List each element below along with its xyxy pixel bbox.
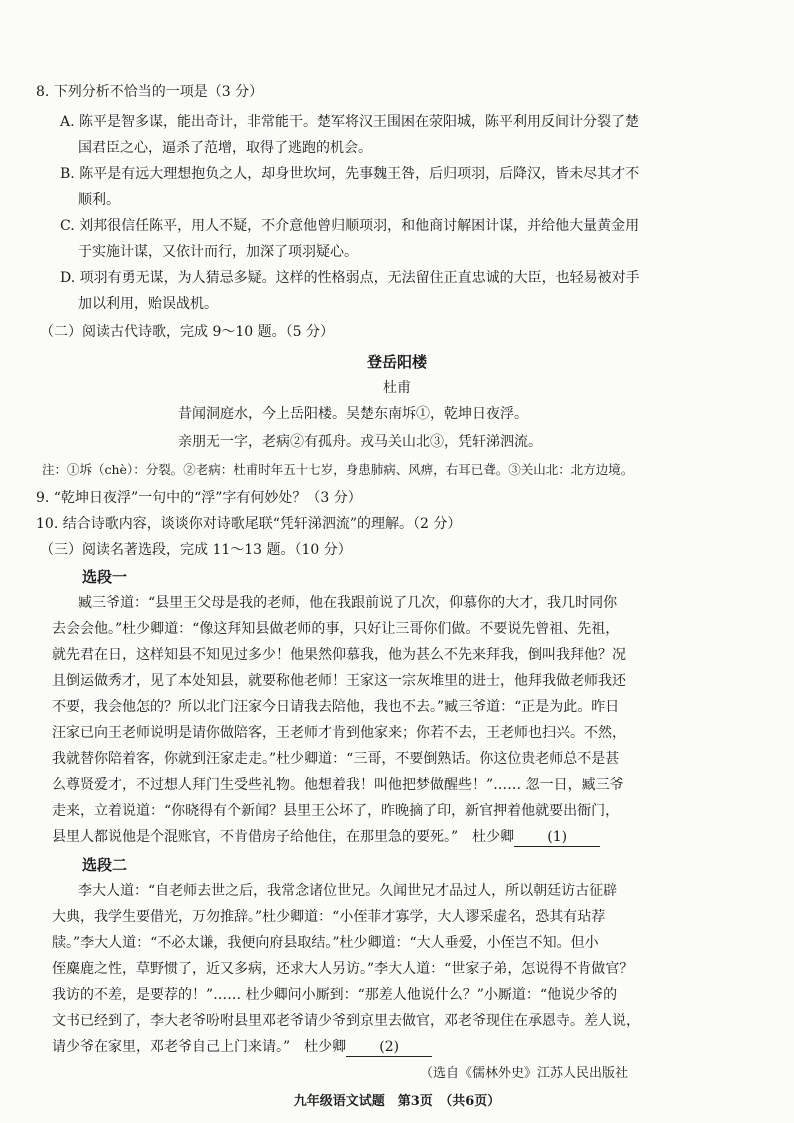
- excerpt-1-line: 去会会他。”杜少卿道：“像这拜知县做老师的事，只好让三哥你们做。不要说先曾祖、先祖，: [52, 621, 620, 637]
- excerpt-2-line: 牍。”李大人道：“不必太谦，我便向府县取结。”杜少卿道：“大人垂爱，小侄岂不知。但小: [52, 935, 599, 951]
- excerpt-2-last-line: [52, 1035, 432, 1059]
- excerpt-1-line: 就先君在日，这样知县不知见过多少！他果然仰慕我，他为甚么不先来拜我，倒叫我拜他？况: [52, 647, 626, 663]
- poem-title: 登岳阳楼: [366, 353, 427, 371]
- excerpt-1-line: 不要，我会他怎的？所以北门汪家今日请我去陪他，我也不去。”臧三爷道：“正是为此。昨日: [52, 699, 620, 715]
- q8-option-a-line1: A. 陈平是智多谋，能出奇计，非常能干。楚军将汉王围困在荥阳城，陈平利用反间计分裂了楚: [60, 114, 640, 130]
- section-2-heading: （二）阅读古代诗歌，完成 9～10 题。（5 分）: [40, 324, 334, 340]
- excerpt-1-line: 汪家已向王老师说明是请你做陪客，王老师才肯到他家来；你若不去，王老师也扫兴。不然，: [52, 725, 626, 741]
- q8-option-d-line1: D. 项羽有勇无谋，为人猜忌多疑。这样的性格弱点，无法留住正直忠诚的大臣，也轻易被对手: [60, 270, 640, 286]
- section-3-heading: （三）阅读名著选段，完成 11～13 题。（10 分）: [40, 542, 352, 558]
- excerpt-2-line: 侄麋鹿之性，草野惯了，近又多病，还求大人另访。”李大人道：“世家子弟，怎说得不肯做官？: [52, 961, 634, 977]
- q8-option-c-line2: 于实施计谋，又依计而行，加深了项羽疑心。: [78, 244, 358, 260]
- excerpt-2-last-text: 请少爷在家里，邓老爷自己上门来请。” 杜少卿: [52, 1039, 347, 1055]
- answer-blank-1[interactable]: (1): [514, 828, 600, 847]
- q8-option-d-line2: 加以利用，贻误战机。: [78, 296, 218, 312]
- excerpt-1-line: 我就替你陪着客，你就到汪家走走。”杜少卿道：“三哥，不要倒熟话。你这位贵老师总不是甚: [52, 751, 620, 767]
- q8-option-c-line1: C. 刘邦很信任陈平，用人不疑，不介意他曾归顺项羽，和他商讨解困计谋，并给他大量黄金用: [60, 218, 640, 234]
- excerpt-2-line: 文书已经到了，李大老爷吩咐县里邓老爷请少爷到京里去做官，邓老爷现住在承恩寺。差人说，: [52, 1013, 640, 1029]
- question-10: 10. 结合诗歌内容，谈谈你对诗歌尾联“凭轩涕泗流”的理解。（2 分）: [36, 516, 462, 532]
- excerpt-1-line: 臧三爷道：“县里王父母是我的老师，他在我跟前说了几次，仰慕你的大才，我几时同你: [78, 595, 618, 611]
- excerpt-2-line: 我访的不差，是要荐的！”…… 杜少卿问小厮到：“那差人他说什么？”小厮道：“他说少爷的: [52, 987, 618, 1003]
- excerpt-1-line: 走来，立着说道：“你晓得有个新闻？县里王公坏了，昨晚摘了印，新官押着他就要出衙门，: [52, 803, 620, 819]
- poem-line-2: 亲朋无一字，老病②有孤舟。戎马关山北③，凭轩涕泗流。: [178, 434, 542, 450]
- question-9: 9. “乾坤日夜浮”一句中的“浮”字有何妙处？（3 分）: [36, 490, 362, 506]
- answer-blank-2[interactable]: (2): [346, 1038, 432, 1057]
- excerpt-2-line: 大典，我学生要借光，万勿推辞。”杜少卿道：“小侄菲才寡学，大人谬采虚名，恐其有玷荐: [52, 909, 606, 925]
- question-8-stem: 8. 下列分析不恰当的一项是（3 分）: [36, 84, 264, 100]
- q8-option-a-line2: 国君臣之心，逼杀了范增，取得了逃跑的机会。: [78, 140, 372, 156]
- poem-note: 注：①坼（chè）：分裂。②老病：杜甫时年五十七岁，身患肺病、风痹，右耳已聋。③关山北：北方边境。: [42, 462, 634, 477]
- source-citation: （选自《儒林外史》江苏人民出版社: [420, 1066, 629, 1081]
- excerpt-1-last-line: [52, 825, 600, 849]
- q8-option-b-line2: 顺利。: [78, 192, 120, 208]
- excerpt-2-line: 李大人道：“自老师去世之后，我常念诸位世兄。久闻世兄才品过人，所以朝廷访古征辟: [78, 883, 618, 899]
- excerpt-2-label: 选段二: [82, 856, 128, 874]
- excerpt-1-line: 且倒运做秀才，见了本处知县，就要称他老师！王家这一宗灰堆里的进士，他拜我做老师我还: [52, 673, 626, 689]
- page-footer: 九年级语文试题 第3页 （共6页）: [293, 1094, 501, 1109]
- q8-option-b-line1: B. 陈平是有远大理想抱负之人，却身世坎坷，先事魏王咎，后归项羽，后降汉，皆未尽其才不: [60, 166, 640, 182]
- excerpt-1-last-text: 县里人都说他是个混账官，不肯借房子给他住，在那里急的要死。” 杜少卿: [52, 829, 515, 845]
- excerpt-1-line: 么尊贤爱才，不过想人拜门生受些礼物。他想着我！叫他把梦做醒些！”…… 忽一日，臧三爷: [52, 777, 624, 793]
- poem-author: 杜甫: [383, 380, 411, 396]
- excerpt-1-label: 选段一: [82, 568, 128, 586]
- poem-line-1: 昔闻洞庭水，今上岳阳楼。吴楚东南坼①，乾坤日夜浮。: [178, 406, 528, 422]
